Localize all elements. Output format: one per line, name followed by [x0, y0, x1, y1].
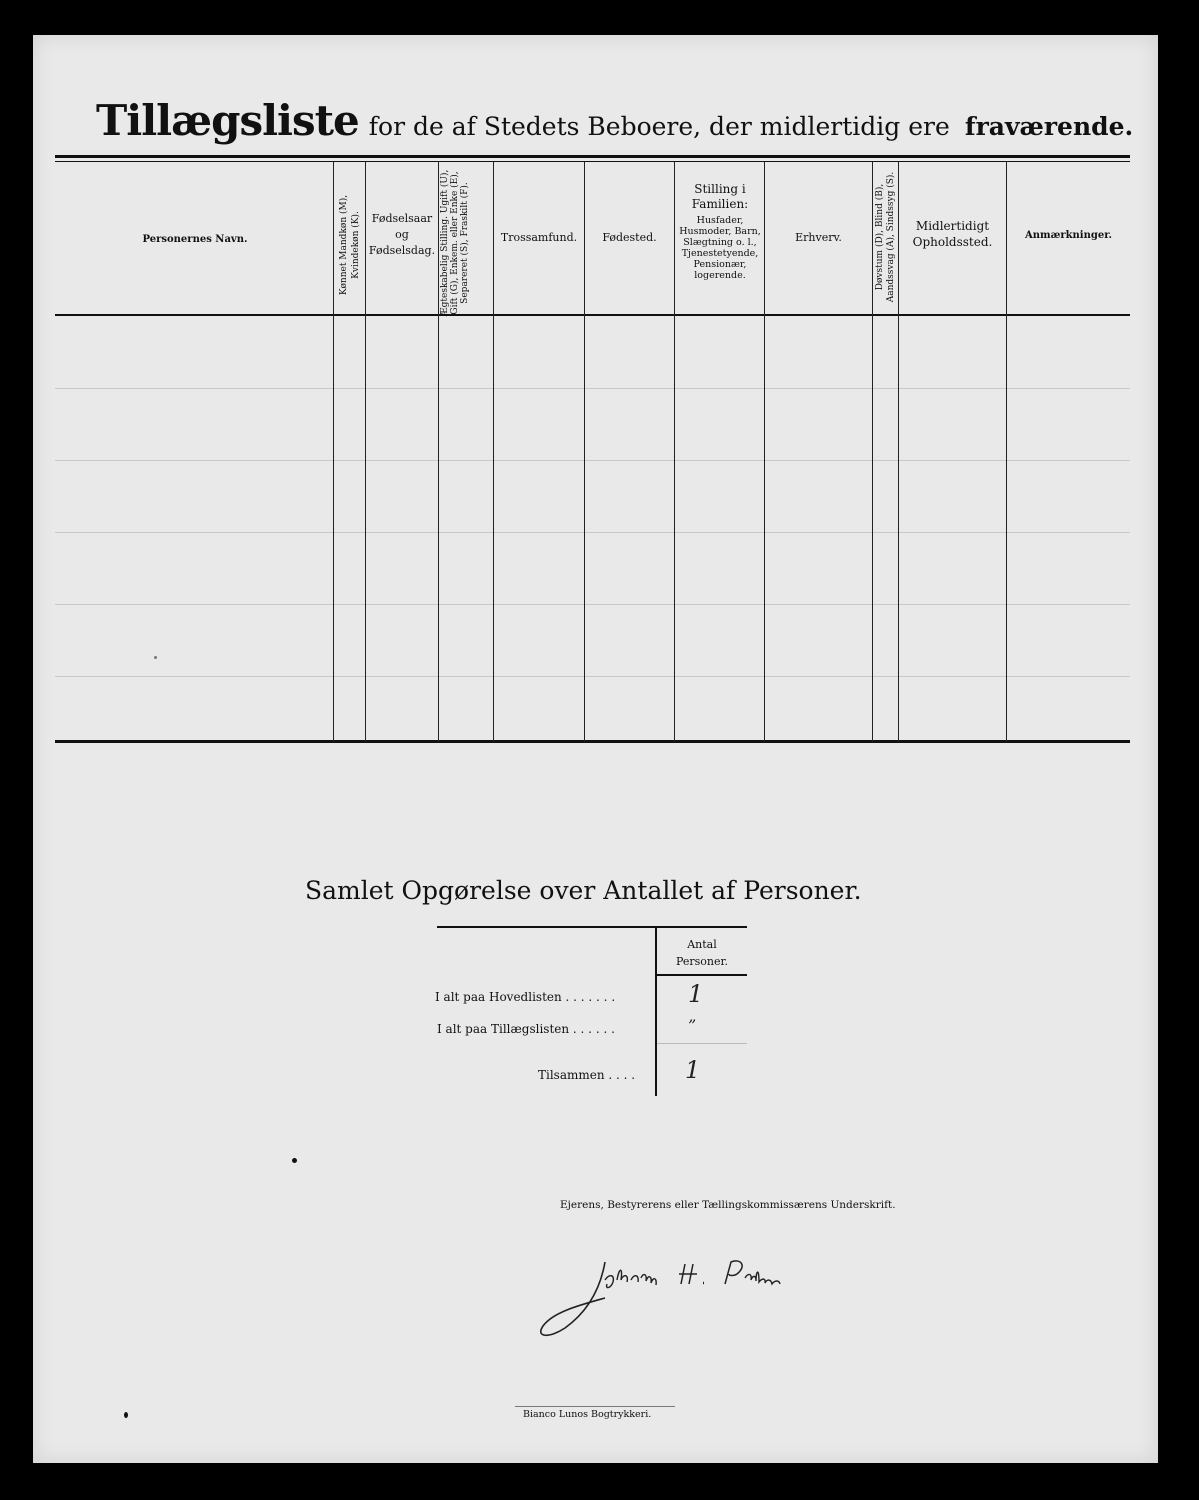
table-row-divider — [55, 388, 1130, 389]
table-bottom-rule — [55, 740, 1130, 743]
column-divider — [493, 162, 494, 742]
summary-row-value: 1 — [688, 980, 704, 1008]
summary-column-divider — [655, 928, 657, 1096]
header-bottom-rule — [55, 314, 1130, 316]
ink-spot — [154, 656, 157, 659]
header-sex: Kønnet Mandkøn (M), Kvindekøn (K). — [339, 194, 361, 296]
header-name: Personernes Navn. — [142, 234, 248, 245]
header-birthplace: Fødested. — [602, 231, 657, 244]
header-remarks: Anmærkninger. — [1024, 230, 1113, 241]
summary-header-rule — [657, 974, 747, 976]
summary-title: Samlet Opgørelse over Antallet af Personer. — [305, 876, 862, 905]
header-family-title1: Stilling i — [694, 182, 746, 196]
table-row-divider — [55, 676, 1130, 677]
column-divider — [764, 162, 765, 742]
column-divider — [584, 162, 585, 742]
header-birth-line1: Fødselsaar — [371, 212, 433, 225]
summary-col-header-line1: Antal — [687, 938, 717, 951]
table-row-divider — [55, 460, 1130, 461]
table-top-rule — [55, 155, 1130, 158]
header-birth-line3: Fødselsdag. — [368, 244, 436, 257]
column-divider — [872, 162, 873, 742]
table-top-rule-thin — [55, 161, 1130, 162]
column-divider — [438, 162, 439, 742]
header-religion: Trossamfund. — [500, 231, 578, 244]
summary-row-value: ” — [688, 1016, 697, 1035]
ink-spot — [292, 1158, 297, 1163]
summary-row-label: Tilsammen . . . . — [538, 1068, 636, 1082]
header-disability: Døvstum (D), Blind (B), Aandssvag (A), Sindssyg (S). — [875, 171, 896, 303]
column-divider — [333, 162, 334, 742]
summary-top-rule — [437, 926, 747, 928]
handwritten-signature — [535, 1250, 815, 1345]
ink-spot — [124, 1412, 128, 1418]
header-residence-line1: Midlertidigt — [915, 219, 990, 233]
header-family — [676, 182, 764, 281]
summary-row-label: I alt paa Hovedlisten . . . . . . . — [435, 990, 616, 1004]
summary-row-value: 1 — [685, 1056, 701, 1084]
summary-row-label: I alt paa Tillægslisten . . . . . . — [437, 1022, 615, 1036]
summary-row-divider — [657, 1043, 747, 1044]
header-birth — [366, 212, 438, 257]
header-birth-line2: og — [395, 228, 409, 241]
title-bold-end: fraværende. — [964, 112, 1134, 141]
header-marital: Ægteskabelig Stilling. Ugift (U), Gift (G), Enkem. eller Enke (E), Separeret (S), Fraskilt (F). — [440, 169, 470, 317]
signature-caption: Ejerens, Bestyrerens eller Tællingskommissærens Underskrift. — [560, 1199, 896, 1211]
header-occupation: Erhverv. — [795, 231, 842, 244]
column-divider — [1006, 162, 1007, 742]
form-title — [96, 96, 1133, 145]
summary-col-header — [660, 936, 744, 970]
title-rest: for de af Stedets Beboere, der midlertidig ere — [368, 112, 950, 141]
header-residence — [899, 218, 1006, 250]
table-row-divider — [55, 604, 1130, 605]
printer-imprint: Bianco Lunos Bogtrykkeri. — [523, 1409, 652, 1420]
header-family-title2: Familien: — [691, 197, 749, 211]
table-row-divider — [55, 532, 1130, 533]
title-main: Tillægsliste — [96, 96, 359, 145]
column-divider — [674, 162, 675, 742]
summary-col-header-line2: Personer. — [675, 955, 729, 968]
header-residence-line2: Opholdssted. — [912, 235, 993, 249]
printer-imprint-rule — [515, 1406, 675, 1407]
header-family-desc: Husfader, Husmoder, Barn, Slægtning o. l., Tjenestetyende, Pensionær, logerende. — [679, 215, 761, 281]
